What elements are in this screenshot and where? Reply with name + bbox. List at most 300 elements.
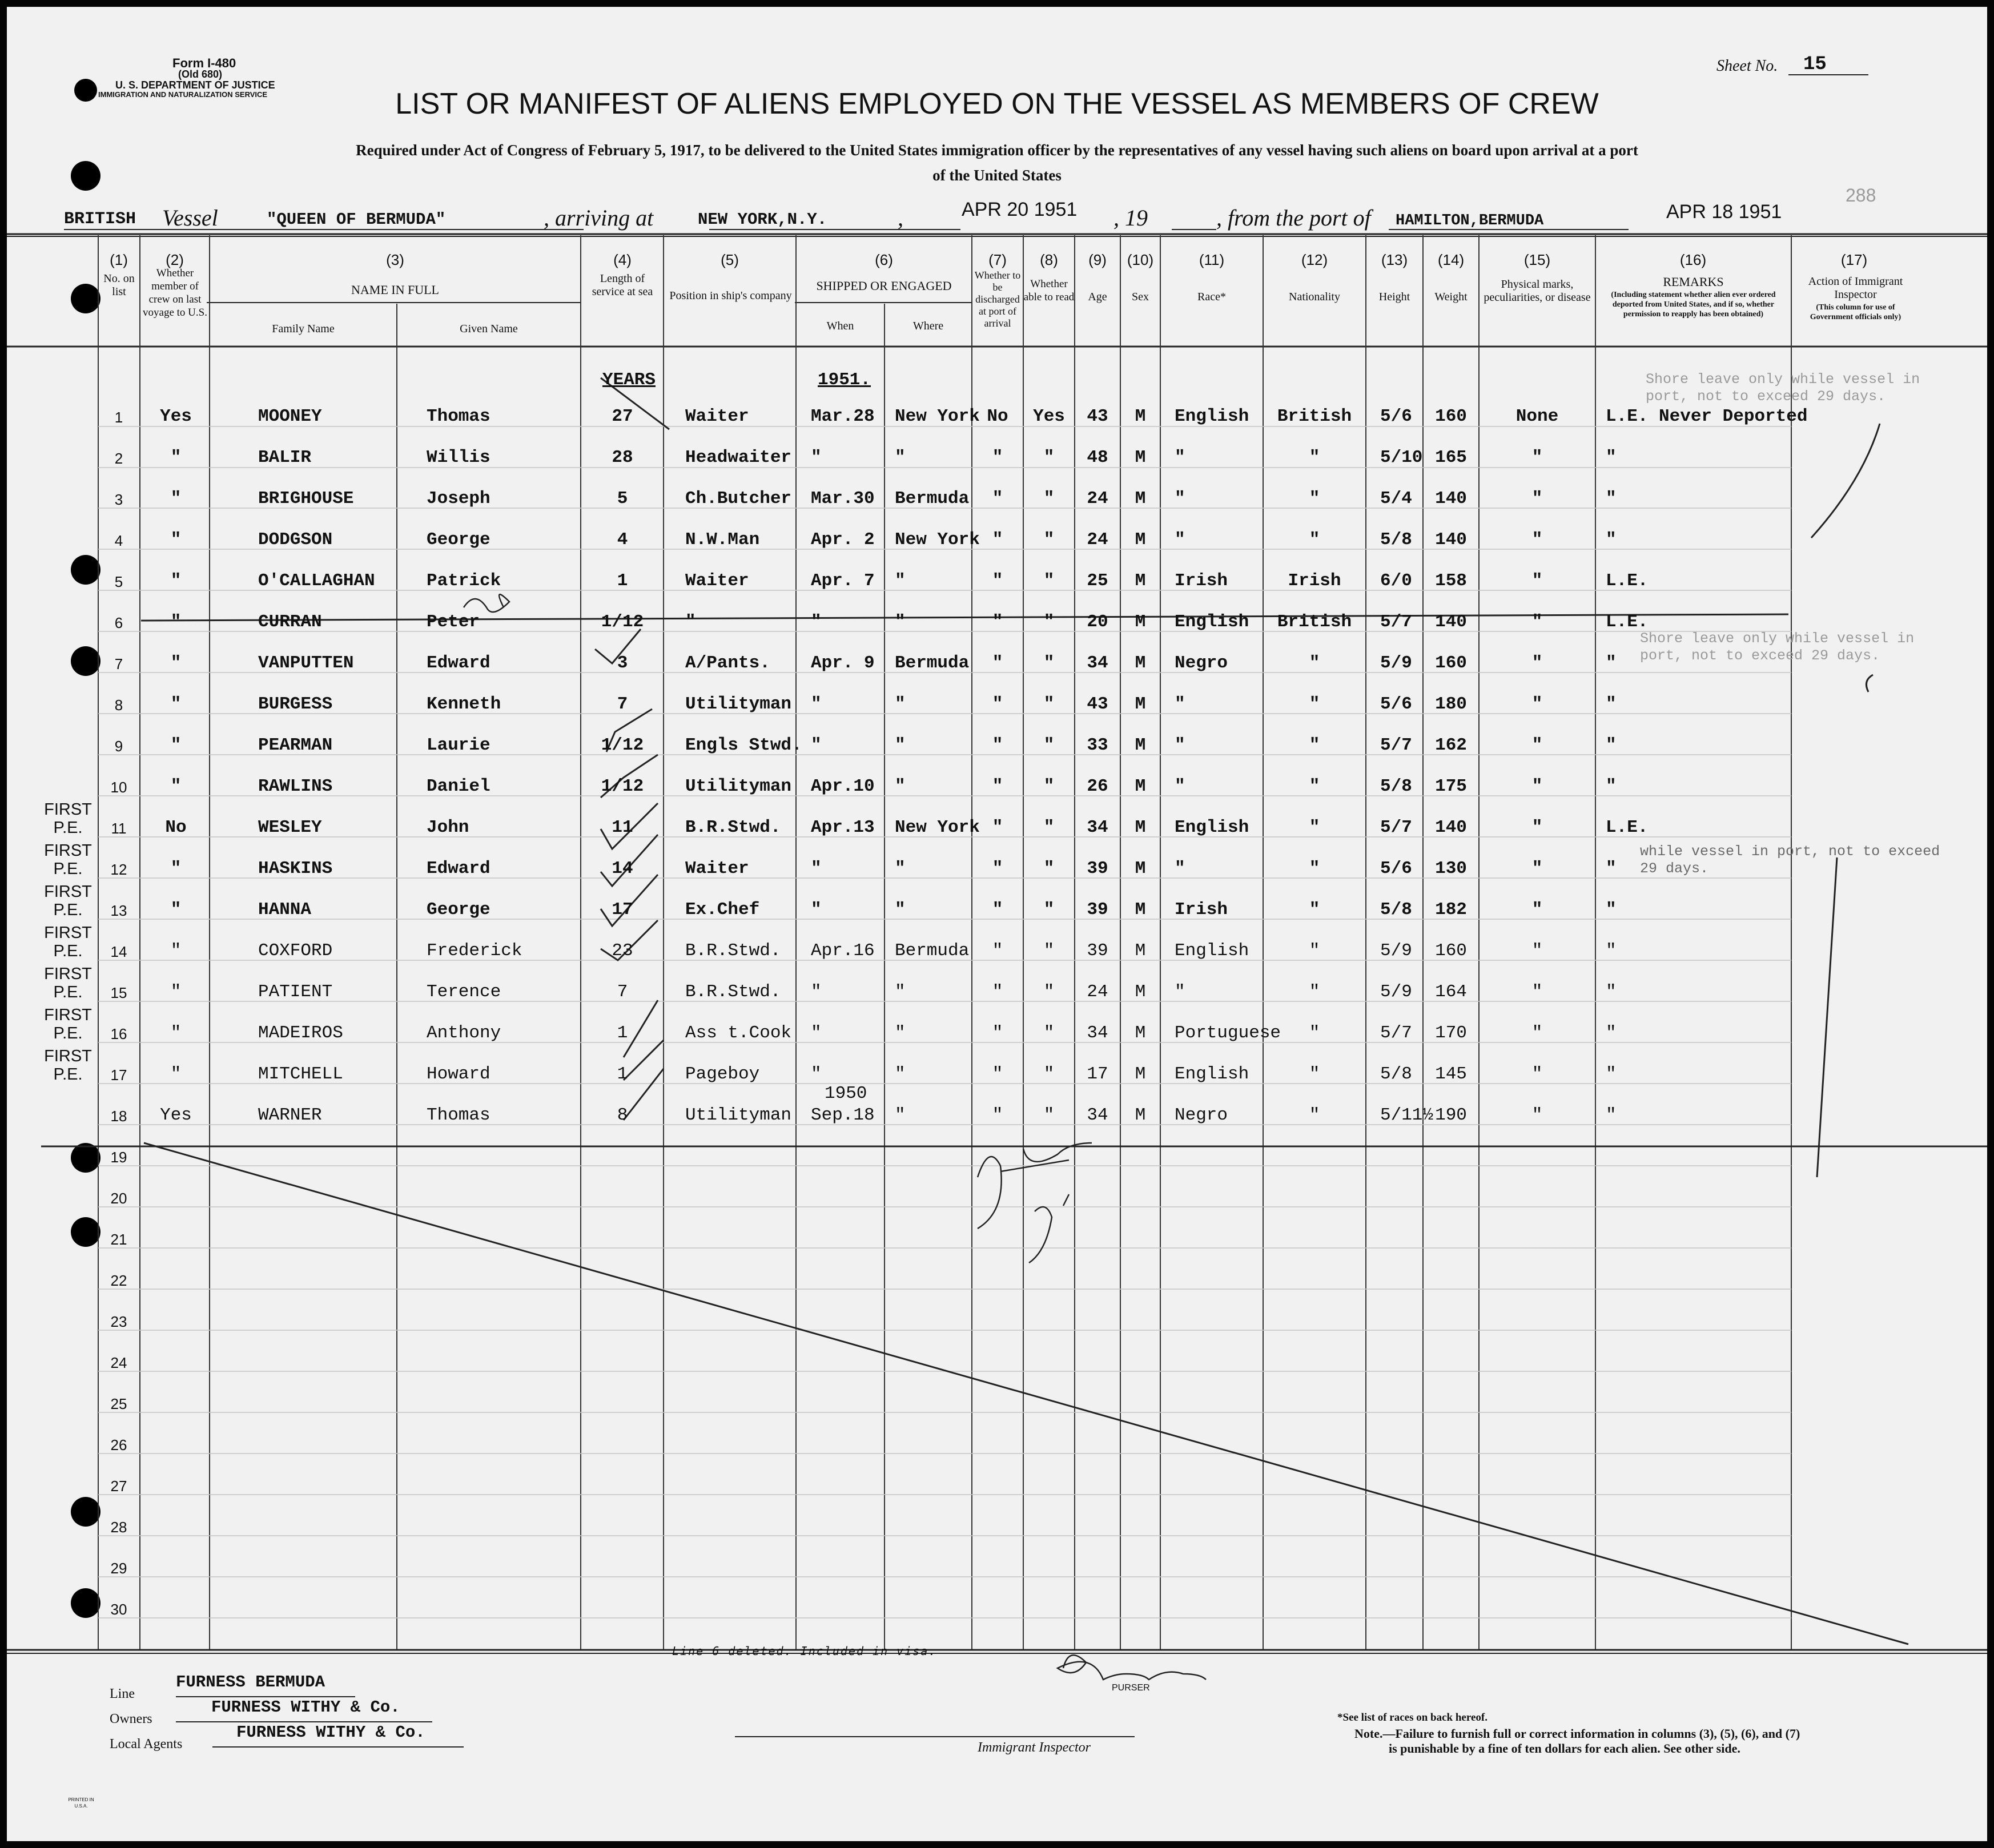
race-cell: ": [1175, 859, 1185, 879]
height-cell: 5/7: [1380, 1023, 1412, 1043]
sex-cell: M: [1135, 653, 1146, 673]
column-number: (2): [166, 251, 184, 268]
engaged-when-cell: Apr.10: [811, 776, 875, 796]
given-name-cell: Joseph: [427, 489, 491, 509]
weight-cell: 175: [1435, 776, 1467, 796]
remarks-cell: ": [1606, 982, 1617, 1002]
row-number: 19: [110, 1149, 127, 1166]
physical-marks-cell: ": [1531, 735, 1543, 755]
sex-cell: M: [1135, 900, 1146, 920]
engaged-when-cell: ": [811, 1064, 822, 1084]
physical-marks-cell: ": [1531, 818, 1543, 838]
row-number: 23: [110, 1313, 127, 1330]
able-to-read-cell: ": [1043, 530, 1055, 550]
able-to-read-cell: ": [1043, 489, 1055, 509]
penalty-note-2: is punishable by a fine of ten dollars for each alien. See other side.: [1389, 1741, 1740, 1756]
service-length-cell: 7: [617, 694, 628, 714]
weight-cell: 190: [1435, 1105, 1467, 1125]
races-note: *See list of races on back hereof.: [1337, 1712, 1488, 1724]
service-length-cell: 27: [612, 406, 633, 426]
engaged-where-cell: ": [895, 612, 906, 632]
header-weight: Weight: [1434, 291, 1468, 303]
given-name-cell: Edward: [427, 859, 491, 879]
height-cell: 5/7: [1380, 818, 1412, 838]
given-name-cell: Thomas: [427, 1105, 491, 1125]
row-number: 9: [114, 738, 123, 755]
family-name-cell: MADEIROS: [258, 1023, 343, 1043]
engaged-where-cell: New York: [895, 530, 980, 550]
nationality-cell: ": [1309, 653, 1320, 673]
engaged-where-cell: ": [895, 776, 906, 796]
previous-voyage-cell: ": [170, 900, 182, 920]
column-number: (15): [1523, 251, 1551, 268]
given-name-cell: Howard: [427, 1064, 491, 1084]
able-to-read-cell: Yes: [1033, 406, 1065, 426]
height-cell: 6/0: [1380, 571, 1412, 591]
engaged-when-cell: Mar.30: [811, 489, 875, 509]
age-cell: 17: [1087, 1064, 1108, 1084]
weight-cell: 140: [1435, 818, 1467, 838]
discharged-cell: ": [992, 735, 1003, 755]
physical-marks-cell: ": [1531, 776, 1543, 796]
header-position: Position in ship's company: [669, 289, 792, 302]
engaged-when-cell: Mar.28: [811, 406, 875, 426]
row-number: 20: [110, 1190, 127, 1207]
vessel-name: "QUEEN OF BERMUDA": [267, 210, 446, 229]
from-port-label: , from the port of: [1216, 205, 1371, 231]
family-name-cell: RAWLINS: [258, 776, 333, 796]
position-cell: Waiter: [685, 406, 749, 426]
arriving-comma: ,: [898, 205, 903, 231]
remarks-cell: ": [1606, 694, 1617, 714]
service-length-cell: 14: [612, 859, 633, 879]
weight-cell: 160: [1435, 941, 1467, 961]
column-number: (6): [875, 251, 893, 268]
form-old-number: (Old 680): [178, 69, 223, 80]
sex-cell: M: [1135, 448, 1146, 468]
height-cell: 5/9: [1380, 653, 1412, 673]
engaged-where-cell: ": [895, 448, 906, 468]
position-cell: Utilityman: [685, 1105, 792, 1125]
given-name-cell: Anthony: [427, 1023, 501, 1043]
first-pe-annotation: FIRST P.E.: [44, 1047, 92, 1084]
manifest-sheet: [7, 7, 1987, 1841]
physical-marks-cell: ": [1531, 859, 1543, 879]
sex-cell: M: [1135, 1105, 1146, 1125]
position-cell: Utilityman: [685, 776, 792, 796]
position-cell: Ch.Butcher: [685, 489, 792, 509]
given-name-cell: Daniel: [427, 776, 491, 796]
remarks-cell: ": [1606, 859, 1617, 879]
remarks-cell: L.E.: [1606, 571, 1649, 591]
able-to-read-cell: ": [1043, 818, 1055, 838]
row-number: 28: [110, 1519, 127, 1536]
weight-cell: 180: [1435, 694, 1467, 714]
family-name-cell: COXFORD: [258, 941, 333, 961]
given-name-cell: Edward: [427, 653, 491, 673]
race-cell: English: [1175, 818, 1249, 838]
discharged-cell: ": [992, 982, 1003, 1002]
position-cell: Ex.Chef: [685, 900, 760, 920]
nationality-cell: ": [1309, 900, 1320, 920]
header-length-of-service: Length of service at sea: [592, 272, 653, 298]
service-length-cell: 1: [617, 1023, 628, 1043]
race-cell: ": [1175, 489, 1185, 509]
nationality-cell: ": [1309, 818, 1320, 838]
age-cell: 39: [1087, 900, 1108, 920]
remarks-cell: ": [1606, 776, 1617, 796]
height-cell: 5/6: [1380, 859, 1412, 879]
able-to-read-cell: ": [1043, 571, 1055, 591]
nationality-cell: ": [1309, 941, 1320, 961]
engaged-when-cell: Apr. 2: [811, 530, 875, 550]
previous-voyage-cell: ": [170, 653, 182, 673]
family-name-cell: BURGESS: [258, 694, 333, 714]
position-cell: Ass t.Cook: [685, 1023, 792, 1043]
engaged-where-cell: ": [895, 571, 906, 591]
page-subtitle-2: of the United States: [932, 167, 1062, 184]
previous-voyage-cell: Yes: [160, 1105, 192, 1125]
previous-voyage-cell: ": [170, 448, 182, 468]
previous-voyage-cell: ": [170, 1023, 182, 1043]
discharged-cell: ": [992, 612, 1003, 632]
age-cell: 26: [1087, 776, 1108, 796]
race-cell: ": [1175, 448, 1185, 468]
able-to-read-cell: ": [1043, 982, 1055, 1002]
column-number: (16): [1679, 251, 1707, 268]
physical-marks-cell: ": [1531, 1064, 1543, 1084]
penalty-note: Note.—Failure to furnish full or correct information in columns (3), (5), (6), and (7): [1354, 1726, 1800, 1741]
engaged-where-cell: ": [895, 735, 906, 755]
weight-cell: 158: [1435, 571, 1467, 591]
header-nationality: Nationality: [1289, 291, 1340, 303]
engaged-when-cell: ": [811, 694, 822, 714]
physical-marks-cell: ": [1531, 982, 1543, 1002]
column-number: (9): [1088, 251, 1107, 268]
header-age: Age: [1088, 291, 1107, 303]
able-to-read-cell: ": [1043, 859, 1055, 879]
family-name-cell: VANPUTTEN: [258, 653, 354, 673]
previous-voyage-cell: Yes: [160, 406, 192, 426]
previous-voyage-cell: ": [170, 735, 182, 755]
discharged-cell: ": [992, 694, 1003, 714]
nationality-cell: ": [1309, 530, 1320, 550]
remarks-cell: ": [1606, 1064, 1617, 1084]
given-name-cell: Thomas: [427, 406, 491, 426]
service-length-cell: 11: [612, 818, 633, 838]
race-cell: English: [1175, 612, 1249, 632]
header-shipped-or-engaged: SHIPPED OR ENGAGED: [816, 279, 952, 293]
able-to-read-cell: ": [1043, 653, 1055, 673]
header-able-to-read: Whether able to read: [1023, 278, 1075, 303]
position-cell: Engls Stwd.: [685, 735, 802, 755]
sex-cell: M: [1135, 941, 1146, 961]
owners-label: Owners: [110, 1712, 152, 1726]
physical-marks-cell: ": [1531, 1105, 1543, 1125]
nationality-cell: Irish: [1288, 571, 1341, 591]
height-cell: 5/6: [1380, 406, 1412, 426]
header-family-name: Family Name: [272, 323, 335, 335]
engaged-where-cell: New York: [895, 406, 980, 426]
weight-cell: 160: [1435, 653, 1467, 673]
physical-marks-cell: ": [1531, 941, 1543, 961]
row-18-engaged-year: 1950: [825, 1084, 867, 1104]
family-name-cell: BALIR: [258, 448, 312, 468]
engaged-where-cell: New York: [895, 818, 980, 838]
header-discharged: Whether to be discharged at port of arrival: [974, 269, 1021, 329]
age-cell: 34: [1087, 818, 1108, 838]
service-length-cell: 28: [612, 448, 633, 468]
sex-cell: M: [1135, 571, 1146, 591]
first-pe-annotation: FIRST P.E.: [44, 883, 92, 919]
previous-voyage-cell: ": [170, 982, 182, 1002]
header-inspector-action: Action of Immigrant Inspector: [1808, 275, 1903, 301]
engaged-where-cell: ": [895, 1064, 906, 1084]
discharged-cell: ": [992, 448, 1003, 468]
row-number: 26: [110, 1436, 127, 1454]
departure-date-stamp: APR 18 1951: [1666, 201, 1782, 223]
arriving-port: NEW YORK,N.Y.: [698, 210, 827, 229]
column-number: (12): [1301, 251, 1328, 268]
given-name-cell: Laurie: [427, 735, 491, 755]
sex-cell: M: [1135, 776, 1146, 796]
column-number: (13): [1381, 251, 1408, 268]
physical-marks-cell: ": [1531, 694, 1543, 714]
given-name-cell: John: [427, 818, 469, 838]
nationality-cell: ": [1309, 1105, 1320, 1125]
column-number: (7): [988, 251, 1007, 268]
able-to-read-cell: ": [1043, 1064, 1055, 1084]
physical-marks-cell: ": [1531, 1023, 1543, 1043]
position-cell: Waiter: [685, 571, 749, 591]
discharged-cell: ": [992, 1064, 1003, 1084]
immigrant-inspector-label: Immigrant Inspector: [978, 1740, 1091, 1755]
race-cell: ": [1175, 776, 1185, 796]
sex-cell: M: [1135, 489, 1146, 509]
row-number: 25: [110, 1395, 127, 1412]
column-number: (10): [1127, 251, 1154, 268]
engaged-when-cell: ": [811, 900, 822, 920]
discharged-cell: ": [992, 530, 1003, 550]
family-name-cell: MITCHELL: [258, 1064, 343, 1084]
column-number: (5): [721, 251, 739, 268]
row-number: 29: [110, 1560, 127, 1577]
engaged-when-cell: Apr. 7: [811, 571, 875, 591]
family-name-cell: BRIGHOUSE: [258, 489, 354, 509]
remarks-cell: L.E.: [1606, 818, 1649, 838]
age-cell: 43: [1087, 406, 1108, 426]
nationality-cell: British: [1277, 612, 1352, 632]
position-cell: Headwaiter: [685, 448, 792, 468]
remarks-cell: ": [1606, 1023, 1617, 1043]
remarks-cell: ": [1606, 530, 1617, 550]
line-value: FURNESS BERMUDA: [176, 1673, 325, 1692]
engaged-where-cell: ": [895, 900, 906, 920]
height-cell: 5/9: [1380, 982, 1412, 1002]
vessel-flag: BRITISH: [64, 210, 136, 229]
engaged-where-cell: Bermuda: [895, 941, 970, 961]
age-cell: 34: [1087, 653, 1108, 673]
engaged-where-cell: ": [895, 859, 906, 879]
page-subtitle: Required under Act of Congress of February 5, 1917, to be delivered to the United States immigration officer by the representatives of any vessel having such aliens on board upon arrival at a port: [356, 142, 1638, 159]
age-cell: 24: [1087, 982, 1108, 1002]
physical-marks-cell: ": [1531, 571, 1543, 591]
age-cell: 43: [1087, 694, 1108, 714]
sheet-number: 15: [1803, 54, 1827, 75]
column-number: (4): [613, 251, 632, 268]
remarks-cell: ": [1606, 448, 1617, 468]
previous-voyage-cell: ": [170, 489, 182, 509]
discharged-cell: ": [992, 859, 1003, 879]
race-cell: Irish: [1175, 571, 1228, 591]
service-length-cell: 1/12: [601, 612, 644, 632]
purser-label: PURSER: [1112, 1683, 1150, 1693]
first-pe-annotation: FIRST P.E.: [44, 1006, 92, 1042]
family-name-cell: O'CALLAGHAN: [258, 571, 375, 591]
given-name-cell: Frederick: [427, 941, 522, 961]
nationality-cell: British: [1277, 406, 1352, 426]
row-number: 7: [114, 655, 123, 673]
arriving-label: , arriving at: [544, 205, 654, 231]
family-name-cell: WARNER: [258, 1105, 322, 1125]
race-cell: Portuguese: [1175, 1023, 1281, 1043]
engaged-when-cell: ": [811, 1023, 822, 1043]
column-number: (3): [386, 251, 404, 268]
able-to-read-cell: ": [1043, 448, 1055, 468]
discharged-cell: ": [992, 653, 1003, 673]
previous-voyage-cell: ": [170, 1064, 182, 1084]
able-to-read-cell: ": [1043, 1023, 1055, 1043]
service-length-cell: 17: [612, 900, 633, 920]
printed-mark: PRINTED IN U.S.A.: [68, 1797, 94, 1809]
weight-cell: 164: [1435, 982, 1467, 1002]
previous-voyage-cell: ": [170, 859, 182, 879]
height-cell: 5/10: [1380, 448, 1423, 468]
position-cell: Utilityman: [685, 694, 792, 714]
header-given-name: Given Name: [460, 323, 518, 335]
engaged-when-cell: ": [811, 612, 822, 632]
family-name-cell: HASKINS: [258, 859, 333, 879]
weight-cell: 130: [1435, 859, 1467, 879]
deleted-line-note: Line 6 deleted. Included in visa.: [672, 1644, 937, 1658]
shore-leave-stamp: while vessel in port, not to exceed 29 days.: [1640, 843, 1940, 877]
discharged-cell: No: [987, 406, 1008, 426]
department-name: U. S. DEPARTMENT OF JUSTICE: [115, 79, 275, 91]
service-length-cell: 1/12: [601, 735, 644, 755]
sex-cell: M: [1135, 982, 1146, 1002]
service-length-cell: 8: [617, 1105, 628, 1125]
corner-mark: 288: [1846, 185, 1876, 206]
row-number: 15: [110, 984, 127, 1001]
physical-marks-cell: ": [1531, 489, 1543, 509]
physical-marks-cell: ": [1531, 530, 1543, 550]
first-pe-annotation: FIRST P.E.: [44, 800, 92, 837]
header-physical-marks: Physical marks, peculiarities, or disease: [1484, 278, 1591, 304]
remarks-cell: ": [1606, 941, 1617, 961]
nationality-cell: ": [1309, 694, 1320, 714]
column-number: (8): [1040, 251, 1058, 268]
remarks-cell: ": [1606, 653, 1617, 673]
race-cell: ": [1175, 530, 1185, 550]
first-pe-annotation: FIRST P.E.: [44, 965, 92, 1001]
service-length-cell: 7: [617, 982, 628, 1002]
weight-cell: 140: [1435, 489, 1467, 509]
remarks-cell: ": [1606, 735, 1617, 755]
owners-value: FURNESS WITHY & Co.: [211, 1698, 400, 1717]
height-cell: 5/7: [1380, 612, 1412, 632]
shore-leave-stamp: Shore leave only while vessel in port, not to exceed 29 days.: [1640, 630, 1915, 664]
first-pe-annotation: FIRST P.E.: [44, 842, 92, 878]
row-number: 11: [111, 820, 127, 837]
column-number: (17): [1840, 251, 1868, 268]
from-port: HAMILTON,BERMUDA: [1396, 212, 1544, 230]
nationality-cell: ": [1309, 982, 1320, 1002]
header-height: Height: [1378, 291, 1410, 303]
previous-voyage-cell: ": [170, 530, 182, 550]
remarks-cell: ": [1606, 489, 1617, 509]
weight-cell: 145: [1435, 1064, 1467, 1084]
height-cell: 5/6: [1380, 694, 1412, 714]
sex-cell: M: [1135, 530, 1146, 550]
vessel-label: Vessel: [162, 205, 218, 231]
row-number: 14: [110, 943, 127, 960]
engaged-where-cell: ": [895, 694, 906, 714]
header-remarks-note: (Including statement whether alien ever ordered deported from United States, and if so, whether permission to reapply has been obtained): [1611, 291, 1776, 319]
age-cell: 33: [1087, 735, 1108, 755]
row-number: 2: [114, 450, 123, 467]
service-length-cell: 1: [617, 1064, 628, 1084]
row-number: 18: [110, 1108, 127, 1125]
position-cell: A/Pants.: [685, 653, 770, 673]
arrival-date-stamp: APR 20 1951: [962, 199, 1078, 220]
previous-voyage-cell: ": [170, 571, 182, 591]
service-name: IMMIGRATION AND NATURALIZATION SERVICE: [98, 90, 268, 99]
discharged-cell: ": [992, 1105, 1003, 1125]
race-cell: English: [1175, 406, 1249, 426]
header-inspector-note: (This column for use of Government officials only): [1810, 303, 1901, 321]
service-length-cell: 1: [617, 571, 628, 591]
engaged-where-cell: ": [895, 982, 906, 1002]
engaged-year-label: 1951.: [818, 370, 871, 390]
position-cell: ": [685, 612, 696, 632]
header-name-in-full: NAME IN FULL: [351, 283, 439, 297]
shore-leave-stamp: Shore leave only while vessel in port, not to exceed 29 days.: [1646, 371, 1920, 405]
given-name-cell: Patrick: [427, 571, 501, 591]
row-number: 6: [114, 614, 123, 631]
physical-marks-cell: ": [1531, 612, 1543, 632]
form-number: Form I-480: [172, 56, 236, 70]
header-previous-voyage: Whether member of crew on last voyage to U.S.: [143, 267, 207, 319]
discharged-cell: ": [992, 818, 1003, 838]
engaged-where-cell: Bermuda: [895, 489, 970, 509]
row-number: 13: [110, 902, 127, 919]
local-agents-value: FURNESS WITHY & Co.: [236, 1723, 425, 1742]
height-cell: 5/8: [1380, 776, 1412, 796]
weight-cell: 170: [1435, 1023, 1467, 1043]
sex-cell: M: [1135, 406, 1146, 426]
service-length-cell: 23: [612, 941, 633, 961]
page-title: LIST OR MANIFEST OF ALIENS EMPLOYED ON THE VESSEL AS MEMBERS OF CREW: [395, 87, 1599, 120]
age-cell: 34: [1087, 1023, 1108, 1043]
remarks-cell: L.E.: [1606, 612, 1649, 632]
engaged-when-cell: ": [811, 735, 822, 755]
discharged-cell: ": [992, 489, 1003, 509]
row-number: 22: [110, 1272, 127, 1289]
row-number: 10: [110, 779, 127, 796]
race-cell: English: [1175, 1064, 1249, 1084]
row-number: 24: [110, 1354, 127, 1371]
nationality-cell: ": [1309, 776, 1320, 796]
